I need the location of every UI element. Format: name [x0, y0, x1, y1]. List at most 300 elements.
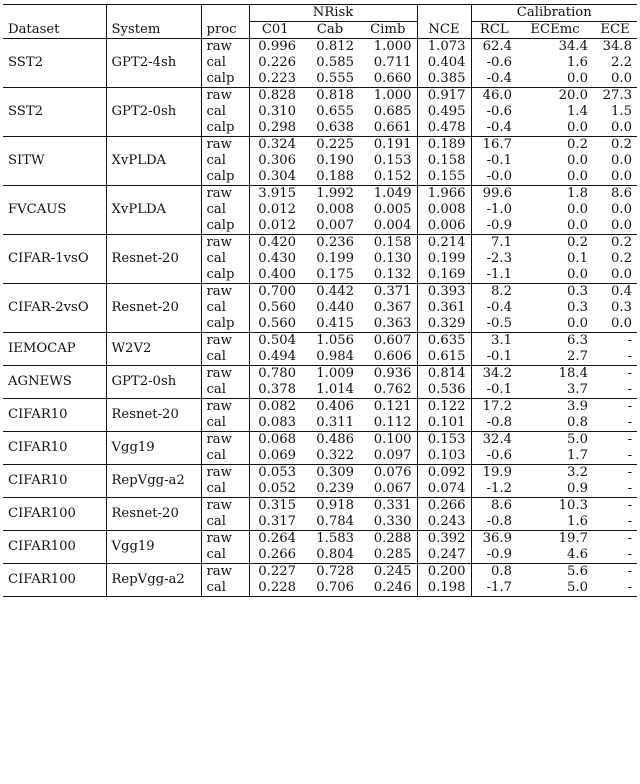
- proc-cell: raw: [201, 366, 249, 383]
- ece-cell: -: [627, 481, 633, 496]
- table-row: [3, 333, 637, 350]
- system-cell: XvPLDA: [106, 137, 201, 186]
- cimb-cell: 0.371: [373, 284, 412, 299]
- nce-cell: 0.200: [417, 564, 471, 581]
- column-header-cab: Cab: [316, 22, 344, 37]
- cab-cell: 0.555: [316, 71, 354, 86]
- ecemc-cell: 0.0: [567, 120, 589, 135]
- cab-cell: 0.311: [316, 415, 354, 430]
- cimb-cell: 0.660: [373, 71, 412, 86]
- column-header-ece: ECE: [600, 22, 630, 37]
- nce-cell: 0.635: [417, 333, 471, 350]
- c01-cell: 0.298: [249, 120, 301, 137]
- cab-cell: 0.440: [316, 300, 354, 315]
- rcl-cell: -0.6: [471, 448, 517, 465]
- proc-cell: cal: [201, 448, 249, 465]
- ecemc-cell: 1.8: [567, 186, 589, 201]
- ecemc-cell: 3.9: [567, 399, 589, 414]
- cab-cell: 0.818: [316, 88, 354, 103]
- ece-cell: 0.2: [611, 251, 633, 266]
- dataset-cell: SITW: [8, 153, 45, 168]
- proc-cell: cal: [201, 202, 249, 218]
- nce-cell: 0.155: [417, 169, 471, 186]
- table-row: [3, 186, 637, 203]
- c01-cell: 0.378: [249, 382, 301, 399]
- system-cell: W2V2: [106, 333, 201, 366]
- rcl-cell: -0.6: [471, 104, 517, 120]
- rcl-cell: 19.9: [471, 465, 517, 482]
- ece-cell: -: [627, 349, 633, 364]
- proc-cell: raw: [201, 465, 249, 482]
- nce-cell: 0.247: [417, 547, 471, 564]
- rcl-cell: -1.1: [471, 267, 517, 284]
- cab-cell: 0.728: [316, 564, 354, 579]
- nce-cell: 0.495: [417, 104, 471, 120]
- dataset-cell: SST2: [8, 55, 44, 70]
- nce-cell: 0.478: [417, 120, 471, 137]
- cab-cell: 1.583: [316, 531, 354, 546]
- system-cell: Vgg19: [106, 432, 201, 465]
- ece-cell: -: [627, 448, 633, 463]
- ecemc-cell: 20.0: [558, 88, 589, 103]
- rcl-cell: -1.2: [471, 481, 517, 498]
- cimb-cell: 0.100: [373, 432, 412, 447]
- cab-cell: 0.008: [316, 202, 354, 217]
- c01-cell: 0.317: [249, 514, 301, 531]
- cimb-cell: 1.049: [373, 186, 412, 201]
- cimb-cell: 0.004: [373, 218, 412, 233]
- ece-cell: -: [627, 333, 633, 348]
- ecemc-cell: 0.0: [567, 316, 589, 331]
- column-header-proc: proc: [201, 22, 249, 39]
- system-cell: GPT2-4sh: [106, 39, 201, 88]
- proc-cell: raw: [201, 333, 249, 350]
- ecemc-cell: 2.7: [567, 349, 589, 364]
- ecemc-cell: 0.0: [567, 202, 589, 217]
- nce-cell: 0.392: [417, 531, 471, 548]
- ece-cell: -: [627, 366, 633, 381]
- cimb-cell: 0.363: [373, 316, 412, 331]
- cab-cell: 0.236: [316, 235, 354, 250]
- proc-cell: cal: [201, 300, 249, 316]
- cimb-cell: 0.112: [373, 415, 412, 430]
- proc-cell: cal: [201, 580, 249, 597]
- dataset-cell: CIFAR100: [8, 572, 76, 587]
- ecemc-cell: 5.0: [567, 432, 589, 447]
- rcl-cell: 8.6: [471, 498, 517, 515]
- ece-cell: -: [627, 465, 633, 480]
- table-row: [3, 39, 637, 56]
- cimb-cell: 0.288: [373, 531, 412, 546]
- c01-cell: 0.223: [249, 71, 301, 88]
- proc-cell: calp: [201, 267, 249, 284]
- cimb-cell: 1.000: [373, 88, 412, 103]
- column-header-cimb: Cimb: [370, 22, 406, 37]
- proc-cell: raw: [201, 564, 249, 581]
- proc-cell: raw: [201, 498, 249, 515]
- system-cell: RepVgg-a2: [106, 564, 201, 597]
- c01-cell: 0.828: [249, 88, 301, 105]
- c01-cell: 0.068: [249, 432, 301, 449]
- c01-cell: 3.915: [249, 186, 301, 203]
- proc-cell: calp: [201, 218, 249, 235]
- ecemc-cell: 1.6: [567, 514, 589, 529]
- ecemc-cell: 0.0: [567, 153, 589, 168]
- ece-cell: 0.0: [611, 316, 633, 331]
- ecemc-cell: 4.6: [567, 547, 589, 562]
- rcl-cell: -0.1: [471, 349, 517, 366]
- proc-cell: cal: [201, 382, 249, 399]
- cimb-cell: 0.067: [373, 481, 412, 496]
- rcl-cell: 7.1: [471, 235, 517, 252]
- cimb-cell: 0.005: [373, 202, 412, 217]
- c01-cell: 0.310: [249, 104, 301, 120]
- ece-cell: -: [627, 399, 633, 414]
- c01-cell: 0.012: [249, 202, 301, 218]
- ece-cell: -: [627, 580, 633, 595]
- dataset-cell: CIFAR10: [8, 407, 68, 422]
- rcl-cell: -0.9: [471, 547, 517, 564]
- nce-cell: 0.092: [417, 465, 471, 482]
- cimb-cell: 0.152: [373, 169, 412, 184]
- column-header-rcl: RCL: [471, 22, 517, 39]
- ecemc-cell: 10.3: [558, 498, 589, 513]
- nce-cell: 0.329: [417, 316, 471, 333]
- ecemc-cell: 5.6: [567, 564, 589, 579]
- rcl-cell: 32.4: [471, 432, 517, 449]
- c01-cell: 0.996: [249, 39, 301, 56]
- ecemc-cell: 0.2: [567, 235, 589, 250]
- rcl-cell: 8.2: [471, 284, 517, 301]
- c01-cell: 0.304: [249, 169, 301, 186]
- cab-cell: 1.009: [316, 366, 354, 381]
- c01-cell: 0.228: [249, 580, 301, 597]
- proc-cell: cal: [201, 415, 249, 432]
- column-header-c01: C01: [249, 22, 301, 39]
- ecemc-cell: 19.7: [558, 531, 589, 546]
- rcl-cell: -0.1: [471, 382, 517, 399]
- cab-cell: 1.056: [316, 333, 354, 348]
- dataset-cell: CIFAR-2vsO: [8, 300, 89, 315]
- ecemc-cell: 1.4: [567, 104, 589, 119]
- dataset-cell: IEMOCAP: [8, 341, 76, 356]
- ecemc-cell: 0.0: [567, 169, 589, 184]
- nce-cell: 0.199: [417, 251, 471, 267]
- ecemc-cell: 6.3: [567, 333, 589, 348]
- c01-cell: 0.082: [249, 399, 301, 416]
- cab-cell: 1.014: [316, 382, 354, 397]
- system-cell: Resnet-20: [106, 498, 201, 531]
- ecemc-cell: 3.7: [567, 382, 589, 397]
- cimb-cell: 0.245: [373, 564, 412, 579]
- cimb-cell: 0.130: [373, 251, 412, 266]
- cab-cell: 0.309: [316, 465, 354, 480]
- cab-cell: 0.415: [316, 316, 354, 331]
- cab-cell: 0.655: [316, 104, 354, 119]
- c01-cell: 0.420: [249, 235, 301, 252]
- cab-cell: 0.585: [316, 55, 354, 70]
- ecemc-cell: 0.1: [567, 251, 589, 266]
- proc-cell: cal: [201, 514, 249, 531]
- c01-cell: 0.560: [249, 300, 301, 316]
- cab-cell: 0.784: [316, 514, 354, 529]
- proc-cell: raw: [201, 137, 249, 154]
- cimb-cell: 0.685: [373, 104, 412, 119]
- nce-cell: 1.966: [417, 186, 471, 203]
- ece-cell: -: [627, 432, 633, 447]
- c01-cell: 0.400: [249, 267, 301, 284]
- cimb-cell: 0.121: [373, 399, 412, 414]
- cab-cell: 0.225: [316, 137, 354, 152]
- ece-cell: -: [627, 564, 633, 579]
- cimb-cell: 0.936: [373, 366, 412, 381]
- dataset-cell: AGNEWS: [8, 374, 72, 389]
- cimb-cell: 1.000: [373, 39, 412, 54]
- ece-cell: 0.0: [611, 120, 633, 135]
- ecemc-cell: 0.0: [567, 71, 589, 86]
- nce-cell: 0.404: [417, 55, 471, 71]
- ecemc-cell: 5.0: [567, 580, 589, 595]
- ece-cell: 0.4: [611, 284, 633, 299]
- column-header-dataset: Dataset: [8, 21, 60, 37]
- ecemc-cell: 0.9: [567, 481, 589, 496]
- proc-cell: cal: [201, 153, 249, 169]
- cab-cell: 0.638: [316, 120, 354, 135]
- nce-cell: 0.536: [417, 382, 471, 399]
- rcl-cell: 16.7: [471, 137, 517, 154]
- rcl-cell: 46.0: [471, 88, 517, 105]
- proc-cell: raw: [201, 235, 249, 252]
- dataset-cell: CIFAR100: [8, 506, 76, 521]
- cimb-cell: 0.607: [373, 333, 412, 348]
- nce-cell: 0.153: [417, 432, 471, 449]
- cab-cell: 0.918: [316, 498, 354, 513]
- system-cell: Vgg19: [106, 531, 201, 564]
- c01-cell: 0.504: [249, 333, 301, 350]
- cimb-cell: 0.132: [373, 267, 412, 282]
- proc-cell: raw: [201, 399, 249, 416]
- calibration-group-header: Calibration: [471, 5, 637, 22]
- proc-cell: calp: [201, 71, 249, 88]
- c01-cell: 0.780: [249, 366, 301, 383]
- proc-cell: raw: [201, 39, 249, 56]
- ece-cell: 0.0: [611, 169, 633, 184]
- system-cell: Resnet-20: [106, 399, 201, 432]
- column-header-ecemc: ECEmc: [530, 22, 580, 37]
- ecemc-cell: 34.4: [558, 39, 589, 54]
- table-row: [3, 366, 637, 383]
- cab-cell: 0.322: [316, 448, 354, 463]
- dataset-cell: SST2: [8, 104, 44, 119]
- nce-cell: 0.006: [417, 218, 471, 235]
- c01-cell: 0.053: [249, 465, 301, 482]
- rcl-cell: 99.6: [471, 186, 517, 203]
- table-row: [3, 88, 637, 105]
- nce-cell: 0.385: [417, 71, 471, 88]
- table-row: [3, 284, 637, 301]
- cab-cell: 0.984: [316, 349, 354, 364]
- cab-cell: 0.804: [316, 547, 354, 562]
- cimb-cell: 0.762: [373, 382, 412, 397]
- c01-cell: 0.324: [249, 137, 301, 154]
- table-row: [3, 564, 637, 581]
- cimb-cell: 0.606: [373, 349, 412, 364]
- rcl-cell: -0.0: [471, 169, 517, 186]
- proc-cell: cal: [201, 55, 249, 71]
- cimb-cell: 0.153: [373, 153, 412, 168]
- system-cell: RepVgg-a2: [106, 465, 201, 498]
- proc-cell: calp: [201, 169, 249, 186]
- nce-cell: 0.814: [417, 366, 471, 383]
- c01-cell: 0.083: [249, 415, 301, 432]
- c01-cell: 0.560: [249, 316, 301, 333]
- c01-cell: 0.052: [249, 481, 301, 498]
- ece-cell: 0.3: [611, 300, 633, 315]
- cimb-cell: 0.076: [373, 465, 412, 480]
- proc-cell: cal: [201, 481, 249, 498]
- c01-cell: 0.306: [249, 153, 301, 169]
- ece-cell: 0.0: [611, 71, 633, 86]
- ece-cell: 27.3: [602, 88, 633, 103]
- cimb-cell: 0.158: [373, 235, 412, 250]
- rcl-cell: -2.3: [471, 251, 517, 267]
- nce-cell: 1.073: [417, 39, 471, 56]
- table-row: [3, 137, 637, 154]
- cab-cell: 0.442: [316, 284, 354, 299]
- proc-cell: raw: [201, 284, 249, 301]
- ece-cell: 0.2: [611, 235, 633, 250]
- ecemc-cell: 1.6: [567, 55, 589, 70]
- results-table: [3, 4, 637, 597]
- cab-cell: 0.239: [316, 481, 354, 496]
- ece-cell: 0.0: [611, 267, 633, 282]
- ece-cell: -: [627, 498, 633, 513]
- ece-cell: 34.8: [602, 39, 633, 54]
- system-cell: GPT2-0sh: [106, 88, 201, 137]
- rcl-cell: 17.2: [471, 399, 517, 416]
- cab-cell: 0.406: [316, 399, 354, 414]
- nce-cell: 0.615: [417, 349, 471, 366]
- nce-cell: 0.101: [417, 415, 471, 432]
- nce-cell: 0.243: [417, 514, 471, 531]
- nce-cell: 0.189: [417, 137, 471, 154]
- nce-cell: 0.008: [417, 202, 471, 218]
- rcl-cell: -0.4: [471, 120, 517, 137]
- nce-cell: 0.169: [417, 267, 471, 284]
- column-header-row: [3, 22, 637, 39]
- table-row: [3, 399, 637, 416]
- c01-cell: 0.226: [249, 55, 301, 71]
- rcl-cell: -1.0: [471, 202, 517, 218]
- rcl-cell: -0.1: [471, 153, 517, 169]
- rcl-cell: -0.9: [471, 218, 517, 235]
- cimb-cell: 0.330: [373, 514, 412, 529]
- cab-cell: 0.812: [316, 39, 354, 54]
- rcl-cell: -0.5: [471, 316, 517, 333]
- ecemc-cell: 0.0: [567, 267, 589, 282]
- rcl-cell: 36.9: [471, 531, 517, 548]
- cab-cell: 0.188: [316, 169, 354, 184]
- table-row: [3, 432, 637, 449]
- ecemc-cell: 0.3: [567, 300, 589, 315]
- ece-cell: -: [627, 382, 633, 397]
- c01-cell: 0.315: [249, 498, 301, 515]
- c01-cell: 0.266: [249, 547, 301, 564]
- proc-cell: raw: [201, 186, 249, 203]
- rcl-cell: -0.6: [471, 55, 517, 71]
- ecemc-cell: 1.7: [567, 448, 589, 463]
- proc-cell: calp: [201, 120, 249, 137]
- nce-cell: 0.917: [417, 88, 471, 105]
- ecemc-cell: 0.0: [567, 218, 589, 233]
- proc-cell: raw: [201, 88, 249, 105]
- table-header: [3, 5, 637, 39]
- dataset-cell: CIFAR-1vsO: [8, 251, 89, 266]
- proc-cell: cal: [201, 104, 249, 120]
- c01-cell: 0.494: [249, 349, 301, 366]
- proc-cell: raw: [201, 432, 249, 449]
- cab-cell: 0.706: [316, 580, 354, 595]
- rcl-cell: 62.4: [471, 39, 517, 56]
- ecemc-cell: 3.2: [567, 465, 589, 480]
- proc-cell: raw: [201, 531, 249, 548]
- ece-cell: 1.5: [611, 104, 633, 119]
- c01-cell: 0.012: [249, 218, 301, 235]
- nce-cell: 0.266: [417, 498, 471, 515]
- proc-cell: cal: [201, 547, 249, 564]
- system-cell: GPT2-0sh: [106, 366, 201, 399]
- ecemc-cell: 0.8: [567, 415, 589, 430]
- c01-cell: 0.227: [249, 564, 301, 581]
- ecemc-cell: 0.3: [567, 284, 589, 299]
- table-row: [3, 465, 637, 482]
- column-header-system: System: [106, 22, 201, 39]
- rcl-cell: -0.4: [471, 71, 517, 88]
- dataset-cell: CIFAR100: [8, 539, 76, 554]
- nce-cell: 0.158: [417, 153, 471, 169]
- dataset-cell: CIFAR10: [8, 440, 68, 455]
- rcl-cell: 34.2: [471, 366, 517, 383]
- table-body: [3, 39, 637, 597]
- nce-cell: 0.198: [417, 580, 471, 597]
- cab-cell: 0.199: [316, 251, 354, 266]
- ece-cell: 0.0: [611, 153, 633, 168]
- system-cell: Resnet-20: [106, 235, 201, 284]
- cimb-cell: 0.711: [373, 55, 412, 70]
- cimb-cell: 0.246: [373, 580, 412, 595]
- cab-cell: 0.007: [316, 218, 354, 233]
- ecemc-cell: 18.4: [558, 366, 589, 381]
- cab-cell: 0.175: [316, 267, 354, 282]
- ece-cell: 8.6: [611, 186, 633, 201]
- dataset-cell: FVCAUS: [8, 202, 67, 217]
- rcl-cell: -1.7: [471, 580, 517, 597]
- ece-cell: 0.2: [611, 137, 633, 152]
- c01-cell: 0.069: [249, 448, 301, 465]
- ece-cell: -: [627, 547, 633, 562]
- rcl-cell: -0.8: [471, 514, 517, 531]
- nce-cell: 0.074: [417, 481, 471, 498]
- proc-cell: cal: [201, 349, 249, 366]
- c01-cell: 0.264: [249, 531, 301, 548]
- rcl-cell: -0.4: [471, 300, 517, 316]
- cimb-cell: 0.331: [373, 498, 412, 513]
- cimb-cell: 0.661: [373, 120, 412, 135]
- table-row: [3, 498, 637, 515]
- rcl-cell: -0.8: [471, 415, 517, 432]
- cimb-cell: 0.191: [373, 137, 412, 152]
- ece-cell: -: [627, 415, 633, 430]
